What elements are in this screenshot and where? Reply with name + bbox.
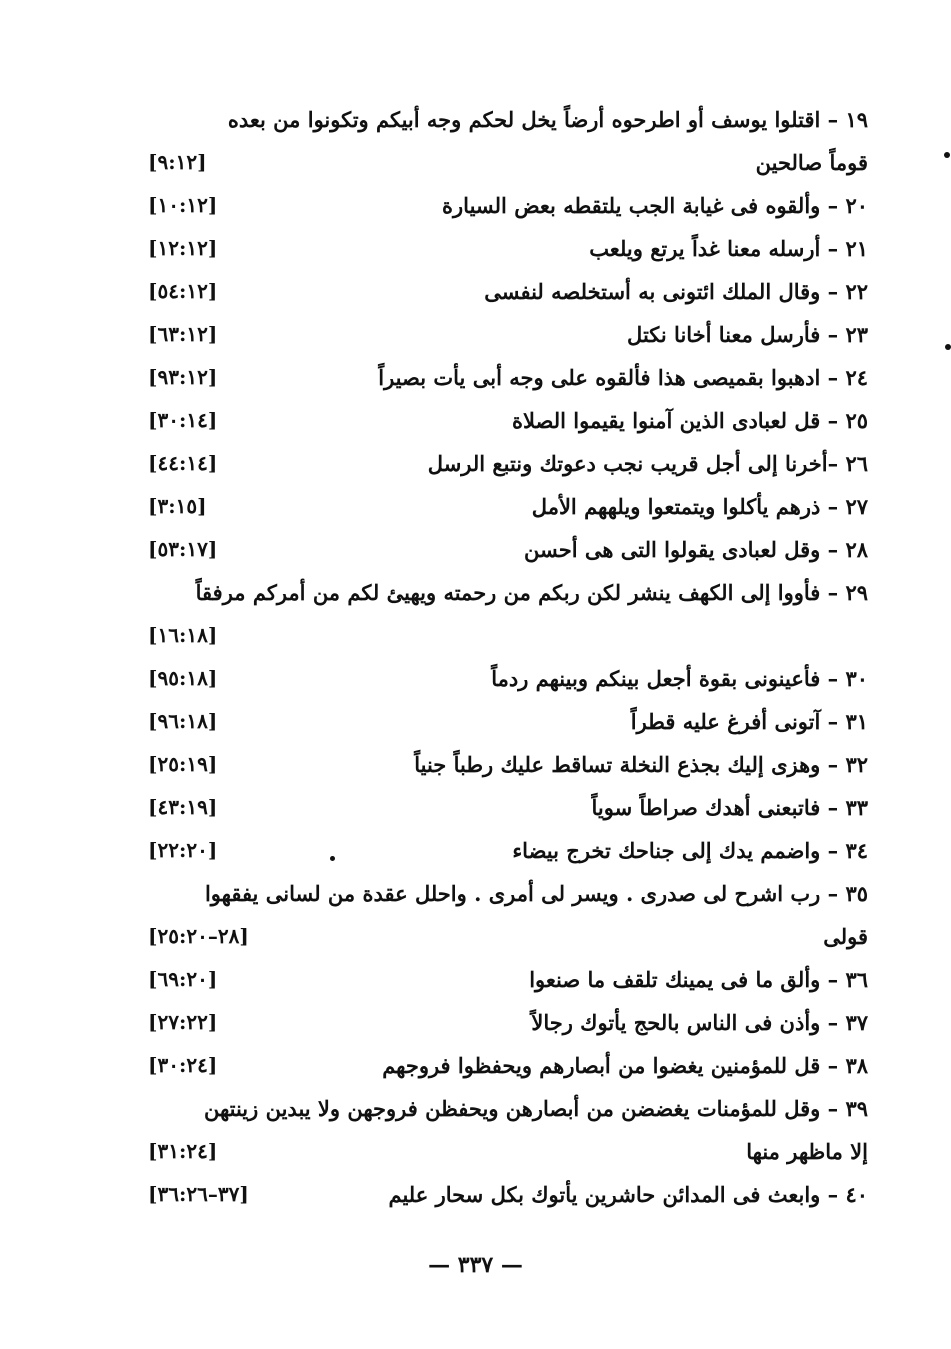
verse-reference: [٦٣:١٢]: [148, 322, 218, 346]
verse-entry: [148, 313, 868, 356]
verse-line: [148, 915, 868, 958]
verse-text: ٣٩ – وقل للمؤمنات يغضضن من أبصارهن ويحفظن فروجهن ولا يبدين زينتهن: [203, 1096, 868, 1121]
verse-line: [148, 1087, 868, 1130]
verse-text: ٣١ – آتونى أفرغ عليه قطراً: [630, 709, 868, 734]
verse-entry: [148, 356, 868, 399]
verse-text: ٣٧ – وأذن فى الناس بالحج يأتوك رجالاً: [531, 1010, 868, 1035]
verse-entry: [148, 829, 868, 872]
verse-reference: [٢٢:٢٠]: [148, 838, 218, 862]
verse-reference: [٦٩:٢٠]: [148, 967, 218, 991]
verse-text: ٣٣ – فاتبعنى أهدك صراطاً سوياً: [591, 795, 868, 820]
verse-text: ٣٠ – فأعينونى بقوة أجعل بينكم وبينهم ردماً: [491, 666, 868, 691]
verse-text: ٣٥ – رب اشرح لى صدرى . ويسر لى أمرى . واحلل عقدة من لسانى يفقهوا: [204, 881, 868, 906]
verse-list: [148, 98, 868, 1216]
verse-line: [148, 399, 868, 442]
verse-text: ٢٨ – وقل لعبادى يقولوا التى هى أحسن: [524, 537, 868, 562]
margin-mark: [945, 344, 951, 350]
verse-line: [148, 356, 868, 399]
verse-entry: [148, 700, 868, 743]
verse-text: ٢٩ – فأووا إلى الكهف ينشر لكن ربكم من رحمته ويهيئ لكم من أمركم مرفقاً: [195, 580, 868, 605]
verse-entry: [148, 98, 868, 184]
verse-line: [148, 829, 868, 872]
verse-reference: [٤٤:١٤]: [148, 451, 218, 475]
verse-text: ٢٤ – ادهبوا بقميصى هذا فألقوه على وجه أبى يأت بصيراً: [378, 365, 868, 390]
verse-entry: [148, 1001, 868, 1044]
verse-entry: [148, 442, 868, 485]
verse-reference: [٢٧:٢٢]: [148, 1010, 218, 1034]
verse-reference: [٩٦:١٨]: [148, 709, 218, 733]
verse-line: [148, 485, 868, 528]
verse-text: ٢٧ – ذرهم يأكلوا ويتمتعوا ويلههم الأمل: [531, 494, 868, 519]
verse-reference: [٣٠:٢٤]: [148, 1053, 218, 1077]
verse-entry: [148, 1173, 868, 1216]
verse-entry: [148, 399, 868, 442]
verse-line: [148, 786, 868, 829]
verse-line: [148, 657, 868, 700]
verse-reference: [١٠:١٢]: [148, 193, 218, 217]
verse-line: [148, 614, 868, 657]
verse-reference: [٥٣:١٧]: [148, 537, 218, 561]
verse-line: [148, 442, 868, 485]
verse-reference: [١٦:١٨]: [148, 623, 218, 647]
verse-reference: [٩:١٢]: [148, 150, 207, 174]
verse-text: ٣٦ – وألق ما فى يمينك تلقف ما صنعوا: [529, 967, 868, 992]
verse-line: [148, 98, 868, 141]
verse-entry: [148, 528, 868, 571]
verse-line: [148, 1001, 868, 1044]
verse-reference: [٣٧–٣٦:٢٦]: [148, 1182, 249, 1206]
verse-line: [148, 270, 868, 313]
verse-text: ٢٣ – فأرسل معنا أخانا نكتل: [627, 322, 868, 347]
verse-text: ٣٢ – وهزى إليك بجذع النخلة تساقط عليك رطباً جنياً: [414, 752, 868, 777]
verse-reference: [٣١:٢٤]: [148, 1139, 218, 1163]
verse-entry: [148, 485, 868, 528]
verse-entry: [148, 571, 868, 657]
verse-entry: [148, 227, 868, 270]
verse-line: [148, 958, 868, 1001]
verse-text: قولى: [823, 924, 868, 949]
verse-reference: [٣:١٥]: [148, 494, 207, 518]
verse-text: إلا ماظهر منها: [746, 1139, 868, 1164]
verse-line: [148, 1044, 868, 1087]
verse-reference: [٢٥:١٩]: [148, 752, 218, 776]
verse-reference: [١٢:١٢]: [148, 236, 218, 260]
verse-text: ٣٤ – واضمم يدك إلى جناحك تخرج بيضاء: [512, 838, 868, 863]
verse-line: [148, 141, 868, 184]
verse-entry: [148, 743, 868, 786]
verse-text: ٤٠ – وابعث فى المدائن حاشرين يأتوك بكل سحار عليم: [388, 1182, 868, 1207]
verse-line: [148, 227, 868, 270]
verse-text: ١٩ – اقتلوا يوسف أو اطرحوه أرضاً يخل لحكم وجه أبيكم وتكونوا من بعده: [227, 107, 868, 132]
verse-text: قوماً صالحين: [755, 150, 868, 175]
verse-entry: [148, 184, 868, 227]
verse-entry: [148, 270, 868, 313]
verse-reference: [٩٣:١٢]: [148, 365, 218, 389]
verse-line: [148, 184, 868, 227]
verse-text: ٢١ – أرسله معنا غداً يرتع ويلعب: [589, 236, 868, 261]
margin-mark: [330, 856, 335, 861]
verse-line: [148, 1173, 868, 1216]
verse-line: [148, 1130, 868, 1173]
verse-entry: [148, 958, 868, 1001]
verse-line: [148, 528, 868, 571]
verse-entry: [148, 657, 868, 700]
verse-text: ٢٥ – قل لعبادى الذين آمنوا يقيموا الصلاة: [511, 408, 868, 433]
margin-mark: [944, 152, 950, 158]
verse-line: [148, 571, 868, 614]
verse-reference: [٤٣:١٩]: [148, 795, 218, 819]
page-number: — ٣٣٧ —: [428, 1252, 523, 1278]
verse-reference: [٣٠:١٤]: [148, 408, 218, 432]
verse-text: ٣٨ – قل للمؤمنين يغضوا من أبصارهم ويحفظوا فروجهم: [382, 1053, 868, 1078]
verse-entry: [148, 872, 868, 958]
verse-reference: [٥٤:١٢]: [148, 279, 218, 303]
verse-text: ٢٠ – وألقوه فى غيابة الجب يلتقطه بعض السيارة: [442, 193, 868, 218]
verse-line: [148, 313, 868, 356]
verse-line: [148, 872, 868, 915]
verse-entry: [148, 1044, 868, 1087]
verse-reference: [٩٥:١٨]: [148, 666, 218, 690]
verse-line: [148, 700, 868, 743]
verse-text: ٢٦ –أخرنا إلى أجل قريب نجب دعوتك ونتبع الرسل: [427, 451, 868, 476]
verse-text: ٢٢ – وقال الملك ائتونى به أستخلصه لنفسى: [484, 279, 868, 304]
verse-reference: [٢٨–٢٥:٢٠]: [148, 924, 249, 948]
verse-entry: [148, 786, 868, 829]
verse-line: [148, 743, 868, 786]
verse-entry: [148, 1087, 868, 1173]
